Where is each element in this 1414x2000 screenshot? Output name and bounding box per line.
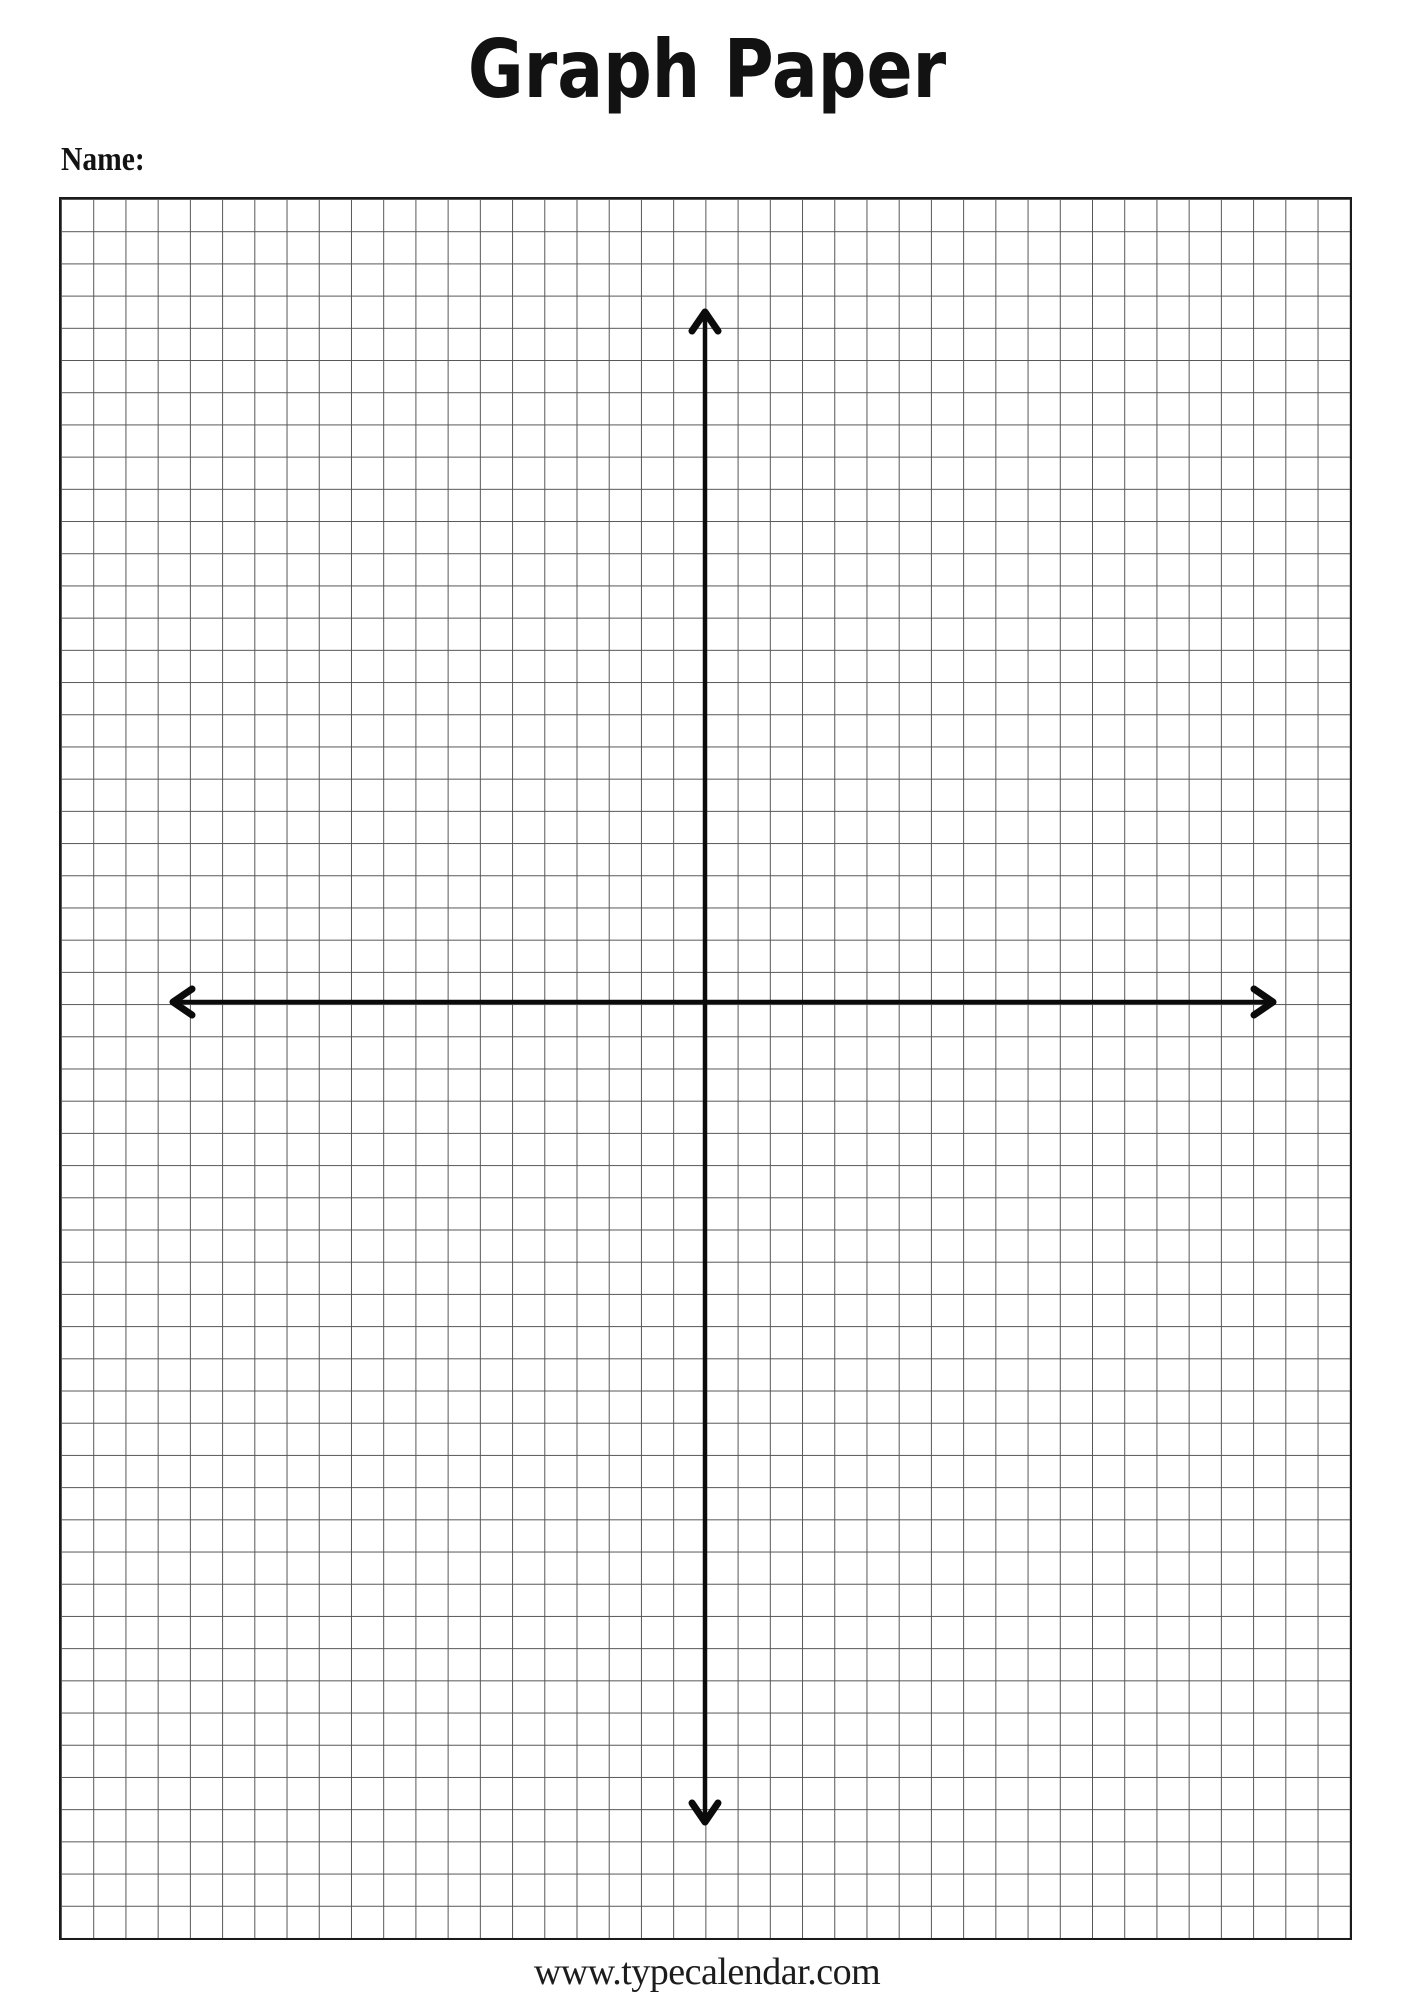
footer-url: www.typecalendar.com xyxy=(533,1951,881,1993)
page-title: Graph Paper xyxy=(467,23,947,116)
graph-grid xyxy=(59,197,1352,1940)
name-label: Name: xyxy=(61,141,145,178)
